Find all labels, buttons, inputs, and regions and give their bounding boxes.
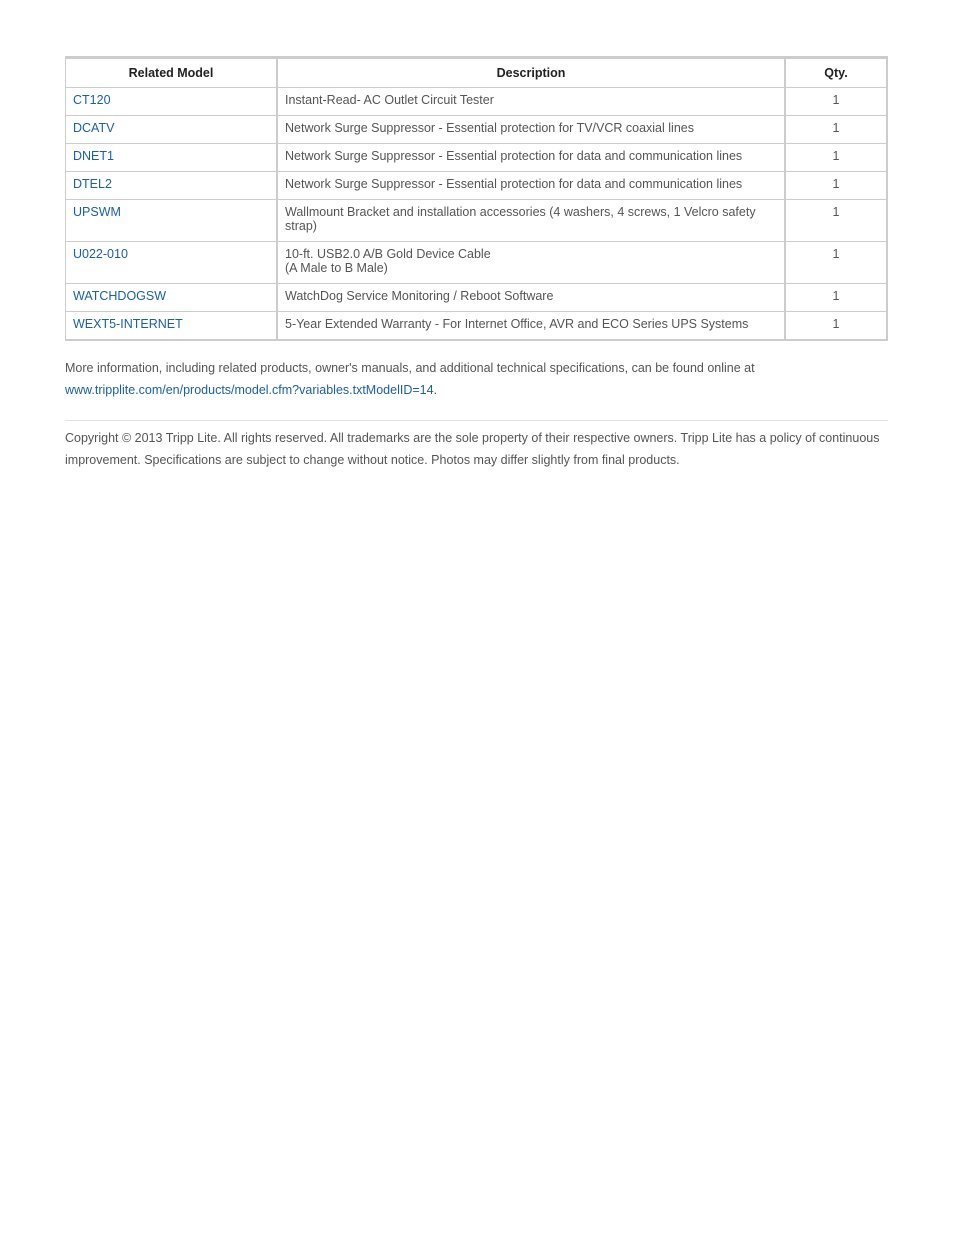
- model-link[interactable]: CT120: [73, 93, 111, 107]
- table-row: [66, 144, 886, 172]
- qty-cell: 1: [832, 317, 840, 331]
- qty-cell: 1: [786, 88, 886, 116]
- qty-cell: 1: [786, 172, 886, 200]
- table-row: [66, 200, 886, 242]
- product-page-link[interactable]: www.tripplite.com/en/products/model.cfm?variables.txtModelID=14: [65, 383, 434, 397]
- description-cell: 10-ft. USB2.0 A/B Gold Device Cable (A Male to B Male): [278, 242, 786, 284]
- model-link[interactable]: DCATV: [73, 121, 115, 135]
- model-link[interactable]: U022-010: [73, 247, 128, 261]
- model-link[interactable]: UPSWM: [73, 205, 121, 219]
- divider: [65, 420, 888, 421]
- description-cell: 5-Year Extended Warranty - For Internet Office, AVR and ECO Series UPS Systems: [278, 312, 786, 339]
- table-header-row: [66, 59, 886, 88]
- header-qty: Qty.: [786, 59, 886, 88]
- qty-cell: 1: [786, 116, 886, 144]
- more-info-paragraph: [65, 357, 888, 401]
- description-cell: Network Surge Suppressor - Essential protection for TV/VCR coaxial lines: [278, 116, 786, 144]
- related-models-table: [65, 56, 888, 341]
- table-row: [66, 116, 886, 144]
- qty-cell: 1: [786, 242, 886, 284]
- table-row: [66, 88, 886, 116]
- more-info-text: More information, including related products, owner's manuals, and additional technical specifications, can be found online at: [65, 361, 755, 375]
- qty-cell: 1: [786, 200, 886, 242]
- model-link[interactable]: DNET1: [73, 149, 114, 163]
- header-description: Description: [278, 59, 786, 88]
- description-cell: Instant-Read- AC Outlet Circuit Tester: [278, 88, 786, 116]
- page-content: [65, 56, 888, 471]
- description-cell: Wallmount Bracket and installation accessories (4 washers, 4 screws, 1 Velcro safety strap): [278, 200, 786, 242]
- description-cell: Network Surge Suppressor - Essential protection for data and communication lines: [278, 172, 786, 200]
- description-cell: Network Surge Suppressor - Essential protection for data and communication lines: [278, 144, 786, 172]
- more-info-suffix: .: [433, 383, 438, 397]
- description-cell: WatchDog Service Monitoring / Reboot Software: [278, 284, 786, 312]
- copyright-notice: Copyright © 2013 Tripp Lite. All rights reserved. All trademarks are the sole property of their respective owners. Tripp Lite has a policy of continuous improvement. Specifications are subject to change without notice. Photos may differ slightly from final products.: [65, 431, 880, 467]
- table-row: [66, 312, 886, 339]
- header-related-model: Related Model: [66, 59, 278, 88]
- model-link[interactable]: WEXT5-INTERNET: [73, 317, 183, 331]
- table-row: [66, 172, 886, 200]
- qty-cell: 1: [786, 284, 886, 312]
- table-row: [66, 242, 886, 284]
- model-link[interactable]: WATCHDOGSW: [73, 289, 167, 303]
- model-link[interactable]: DTEL2: [73, 177, 112, 191]
- qty-cell: 1: [786, 144, 886, 172]
- table-row: [66, 284, 886, 312]
